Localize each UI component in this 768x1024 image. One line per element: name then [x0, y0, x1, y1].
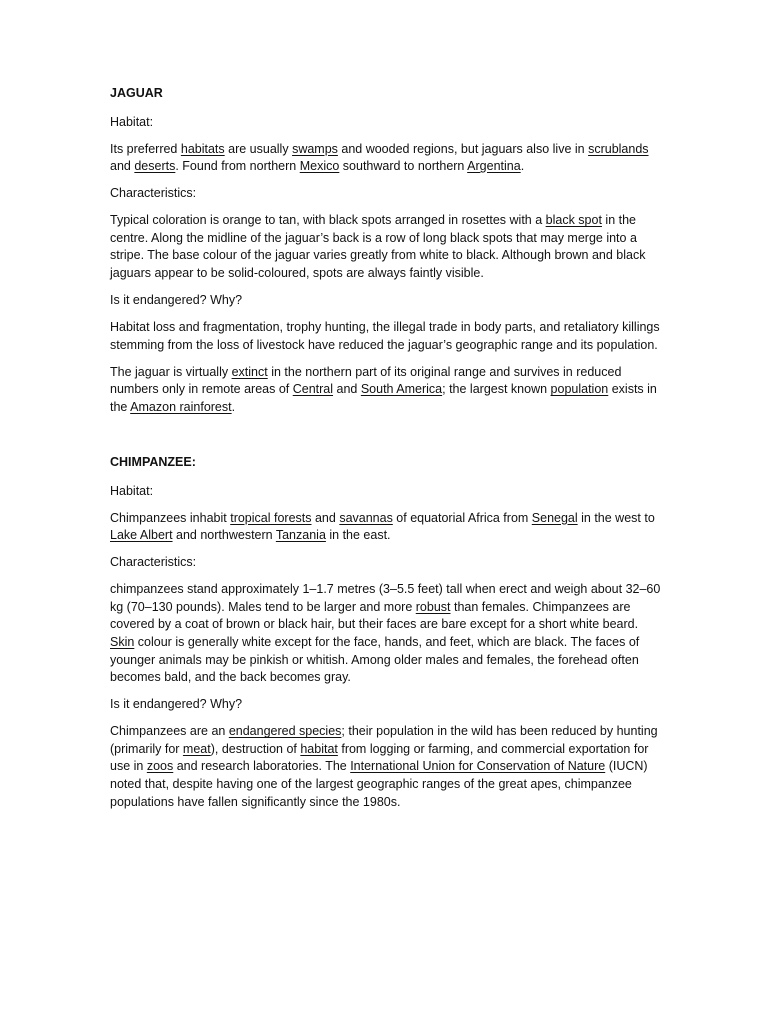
characteristics-text: [110, 212, 663, 282]
paragraph: [110, 319, 663, 354]
hyperlink[interactable]: robust: [415, 599, 451, 614]
text-run: chimpanzees stand approximately 1–1.7 metres (3–5.5 feet) tall when erect and weigh about 32–60 kg (70–130 pounds). Males tend to be larger and more: [110, 582, 661, 614]
endangered-text: [110, 319, 663, 416]
text-run: and: [311, 510, 340, 525]
text-run: and northwestern: [172, 528, 276, 543]
characteristics-text: [110, 581, 663, 687]
text-run: and research laboratories. The: [173, 759, 351, 774]
hyperlink[interactable]: savannas: [339, 510, 393, 525]
text-run: exists in the: [110, 382, 657, 414]
hyperlink[interactable]: Mexico: [299, 159, 340, 174]
text-run: from logging or farming, and commercial exportation for use in: [110, 741, 649, 774]
text-run: of equatorial Africa from: [392, 510, 532, 525]
endangered-label: Is it endangered? Why?: [110, 697, 243, 712]
text-run: (IUCN) noted that, despite having one of the largest geographic ranges of the great apes, chimpanzee populations have fallen significantly since the 1980s.: [110, 759, 648, 809]
text-run: The jaguar is virtually: [110, 364, 232, 379]
text-run: . Found from northern: [175, 159, 300, 174]
text-run: in the west to: [577, 510, 655, 525]
hyperlink[interactable]: scrublands: [588, 141, 649, 156]
section-gap: [110, 426, 663, 454]
hyperlink[interactable]: South America: [360, 382, 443, 397]
hyperlink[interactable]: habitats: [180, 141, 225, 156]
paragraph: [110, 141, 663, 176]
text-run: colour is generally white except for the face, hands, and feet, which are black. The faces of younger animals may be pinkish or whitish. Among older males and females, the forehead often becomes bald, and the back becomes gray.: [110, 635, 640, 685]
habitat-label: Habitat:: [110, 114, 154, 129]
endangered-text: [110, 723, 663, 811]
jaguar-section: [110, 85, 663, 417]
hyperlink[interactable]: habitat: [300, 741, 338, 756]
hyperlink[interactable]: Argentina: [467, 159, 521, 174]
text-run: Typical coloration is orange to tan, with black spots arranged in rosettes with a: [110, 213, 546, 228]
hyperlink[interactable]: tropical forests: [230, 510, 312, 525]
chimpanzee-section: [110, 454, 663, 811]
section-title: JAGUAR: [110, 86, 163, 100]
paragraph: [110, 364, 663, 417]
text-run: ), destruction of: [210, 741, 301, 756]
hyperlink[interactable]: meat: [182, 741, 211, 756]
text-run: ; the largest known: [442, 382, 551, 397]
text-run: .: [520, 159, 525, 174]
text-run: southward to northern: [339, 159, 468, 174]
endangered-label: Is it endangered? Why?: [110, 293, 243, 308]
hyperlink[interactable]: International Union for Conservation of Nature: [350, 759, 606, 774]
characteristics-label: Characteristics:: [110, 555, 197, 570]
hyperlink[interactable]: Amazon rainforest: [130, 399, 232, 414]
hyperlink[interactable]: extinct: [231, 364, 268, 379]
text-run: Chimpanzees inhabit: [110, 510, 231, 525]
text-run: in the northern part of its original range and survives in reduced numbers only in remote areas of: [110, 364, 622, 397]
hyperlink[interactable]: black spot: [545, 213, 602, 228]
hyperlink[interactable]: Senegal: [531, 510, 578, 525]
text-run: in the east.: [325, 528, 391, 543]
paragraph: [110, 723, 663, 811]
paragraph: [110, 212, 663, 282]
text-run: Chimpanzees are an: [110, 724, 229, 739]
paragraph: [110, 581, 663, 687]
text-run: and: [110, 159, 135, 174]
hyperlink[interactable]: zoos: [146, 759, 174, 774]
text-run: ; their population in the wild has been reduced by hunting (primarily for: [110, 724, 658, 756]
text-run: and wooded regions, but jaguars also live in: [337, 141, 589, 156]
habitat-text: [110, 510, 663, 545]
paragraph: [110, 510, 663, 545]
text-run: and: [333, 382, 361, 397]
hyperlink[interactable]: endangered species: [228, 724, 342, 739]
text-run: in the centre. Along the midline of the jaguar’s back is a row of long black spots that may merge into a stripe. The base colour of the jaguar varies greatly from white to black. Although brown and black jaguars appear to be solid-coloured, spots are always faintly visible.: [110, 213, 646, 280]
hyperlink[interactable]: Skin: [110, 635, 135, 649]
hyperlink[interactable]: deserts: [134, 159, 176, 174]
characteristics-label: Characteristics:: [110, 186, 197, 201]
text-run: .: [231, 399, 236, 414]
hyperlink[interactable]: Central: [292, 382, 334, 397]
section-title: CHIMPANZEE:: [110, 455, 196, 470]
hyperlink[interactable]: Lake Albert: [110, 528, 173, 543]
text-run: Habitat loss and fragmentation, trophy hunting, the illegal trade in body parts, and retaliatory killings stemming from the loss of livestock have reduced the jaguar’s geographic range and its population.: [110, 320, 660, 352]
text-run: are usually: [224, 141, 293, 156]
hyperlink[interactable]: Tanzania: [275, 528, 326, 543]
hyperlink[interactable]: swamps: [292, 141, 338, 156]
text-run: than females. Chimpanzees are covered by a coat of brown or black hair, but their faces are bare except for a short white beard.: [110, 599, 639, 632]
habitat-text: [110, 141, 663, 176]
text-run: Its preferred: [110, 141, 181, 156]
habitat-label: Habitat:: [110, 483, 154, 498]
hyperlink[interactable]: population: [550, 382, 609, 397]
